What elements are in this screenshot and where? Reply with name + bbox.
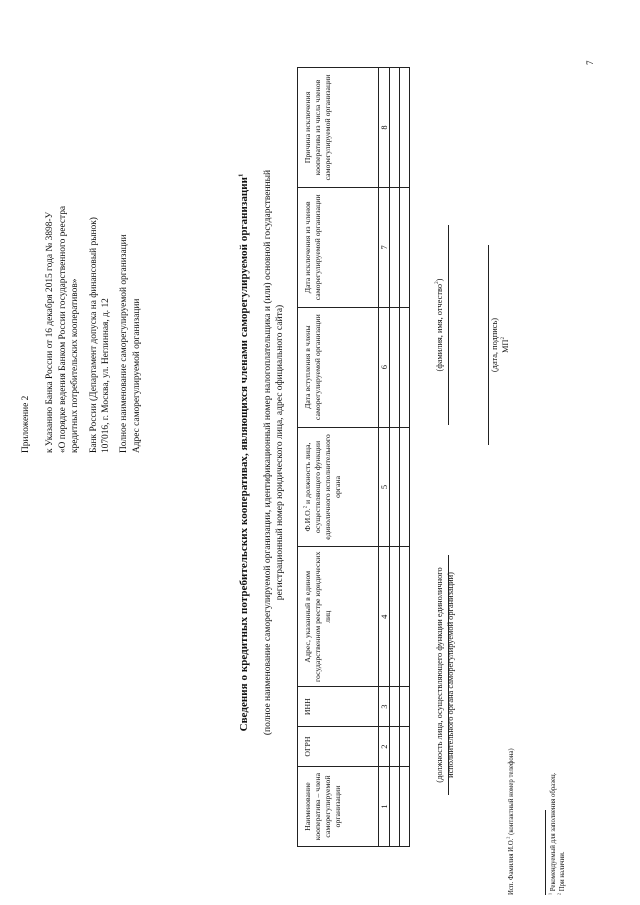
column-number: 1	[379, 767, 390, 847]
table-cell	[390, 547, 400, 687]
date-signature-line	[488, 245, 489, 445]
header-block	[20, 13, 143, 453]
table-cell	[390, 687, 400, 727]
footnote-item: $^2$ При наличии.	[556, 851, 566, 895]
footnote-item: $^1$ Рекомендуемый для заполнения образец.	[547, 772, 557, 895]
column-header: Адрес, указанный в едином государственном реестре юридических лиц	[298, 547, 379, 687]
table-cell	[400, 727, 410, 767]
header-line: «О порядке ведения Банком России государственного реестра	[57, 205, 68, 453]
table-cell	[390, 68, 400, 188]
addressee-line: 107016, г. Москва, ул. Неглинная, д. 12	[101, 298, 112, 453]
name-signature-line	[448, 225, 449, 425]
table-cell	[400, 767, 410, 847]
column-number: 6	[379, 307, 390, 427]
footnotes	[549, 773, 567, 895]
title-footnote-ref: 1	[237, 173, 245, 177]
column-header: Причина исключения кооператива из числа членов саморегулируемой организации	[298, 68, 379, 188]
column-header: ИНН	[298, 687, 379, 727]
table-cell	[400, 687, 410, 727]
organization-subtitle	[262, 30, 286, 875]
date-caption: (дата, подпись)	[490, 317, 499, 373]
column-number: 5	[379, 427, 390, 547]
column-number: 8	[379, 68, 390, 188]
stamp-label: $МП^2$	[500, 337, 510, 354]
title-text: Сведения о кредитных потребительских кооперативах, являющихся членами саморегулируемой организации	[238, 176, 250, 732]
column-header: ОГРН	[298, 727, 379, 767]
table-cell	[400, 307, 410, 427]
table-cell	[400, 68, 410, 188]
page-number: 7	[585, 60, 595, 65]
table-cell	[400, 187, 410, 307]
header-line: к Указанию Банка России от 16 декабря 2015 года № 3898-У	[45, 211, 56, 453]
column-number: 2	[379, 727, 390, 767]
column-number: 7	[379, 187, 390, 307]
column-header: Наименование кооператива – члена саморегулируемой организации	[298, 767, 379, 847]
document-title	[238, 0, 250, 905]
addressee-line: Банк России (Департамент допуска на финансовый рынок)	[88, 217, 99, 453]
table-cell	[390, 727, 400, 767]
table-cell	[400, 547, 410, 687]
name-caption: (фамилия, имя, отчество$^2$)	[435, 278, 444, 372]
footnote-divider	[545, 810, 546, 895]
column-number: 3	[379, 687, 390, 727]
table-cell	[390, 767, 400, 847]
position-signature-line	[448, 555, 449, 795]
date-caption-block	[490, 245, 511, 445]
table-cell	[390, 307, 400, 427]
members-table	[297, 67, 410, 847]
position-caption: (должность лица, осуществляющего функции единоличного исполнительного органа саморегулируемой организации)	[435, 567, 455, 783]
table-row	[390, 68, 400, 847]
table-row	[400, 68, 410, 847]
table-cell	[390, 427, 400, 547]
column-number: 4	[379, 547, 390, 687]
column-header: Дата вступления в члены саморегулируемой организации	[298, 307, 379, 427]
column-header: Дата исключения из членов саморегулируемой организации	[298, 187, 379, 307]
subtitle-line: регистрационный номер юридического лица, адрес официального сайта)	[275, 304, 285, 601]
header-line: кредитных потребительских кооперативов»	[70, 278, 81, 453]
appendix-label: Приложение 2	[21, 395, 31, 453]
table-header-row	[298, 68, 379, 847]
org-field: Адрес саморегулируемой организации	[131, 298, 142, 453]
table-cell	[390, 187, 400, 307]
subtitle-line: (полное наименование саморегулируемой организации, идентификационный номер налогоплательщика и (или) основной государственный	[263, 169, 273, 736]
column-number-row	[379, 68, 390, 847]
org-field: Полное наименование саморегулируемой организации	[119, 234, 130, 453]
executor-contact: Исп. Фамилия И.О.$^2$ (контактный номер телефона)	[505, 748, 515, 895]
column-header: Ф.И.О.$^2$ и должность лица, осуществляющего функции единоличного исполнительного органа	[298, 427, 379, 547]
table-cell	[400, 427, 410, 547]
